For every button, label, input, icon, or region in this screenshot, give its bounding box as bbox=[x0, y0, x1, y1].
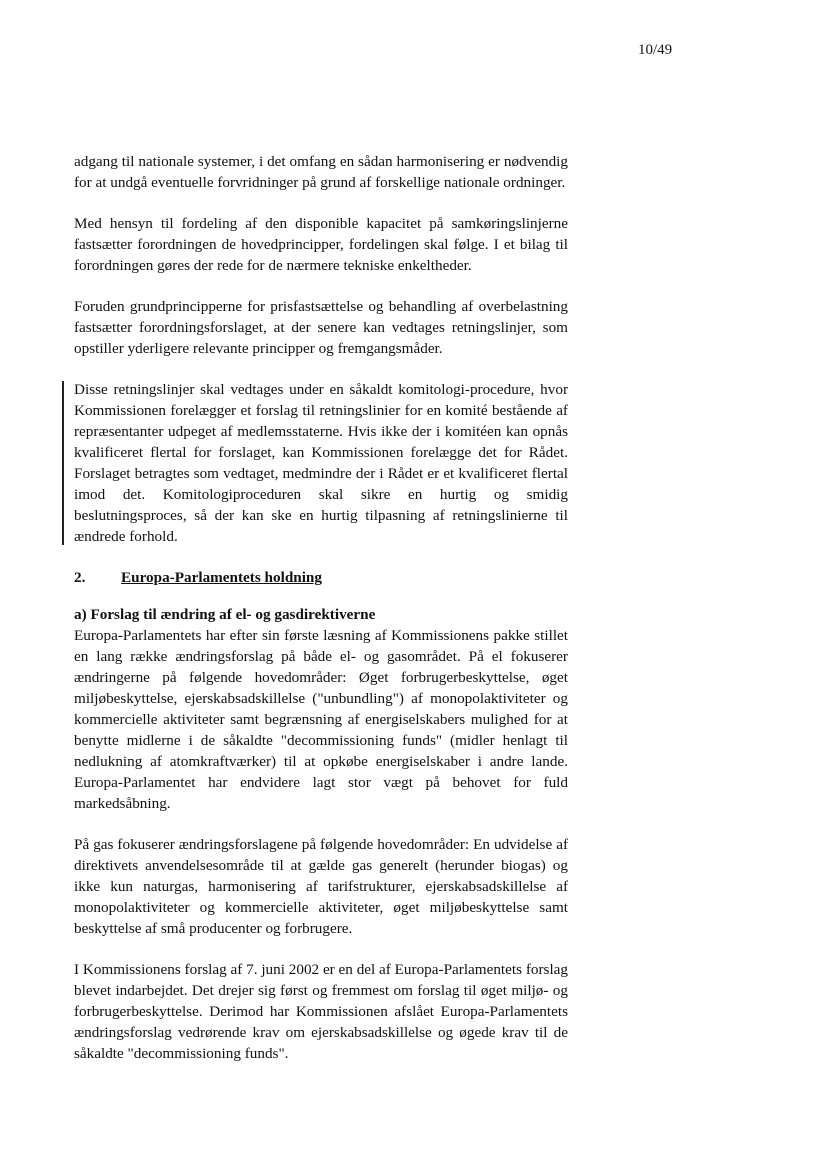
revision-bar bbox=[62, 381, 64, 545]
paragraph-comitology-text: Disse retningslinjer skal vedtages under en såkaldt komitologi-procedure, hvor Kommissionen forelægger et forslag til retningslinier for en komité bestående af repræsentanter udpeget af medlemsstaterne. Hvis ikke der i komitéen kan opnås kvalificeret flertal for forslaget, kan Kommissionen forelægge det for Rådet. Forslaget betragtes som vedtaget, medmindre der i Rådet er et kvalificeret flertal imod det. Komitologiproceduren skal sikre en hurtig og smidig beslutningsproces, så der kan ske en hurtig tilpasning af retningslinierne til ændrede forhold. bbox=[74, 381, 568, 545]
paragraph-el-amendments: Europa-Parlamentets har efter sin første læsning af Kommissionens pakke stillet en lang række ændringsforslag på både el- og gasområdet. På el fokuserer ændringerne på følgende hovedområder: Øget forbrugerbeskyttelse, øget miljøbeskyttelse, ejerskabsadskillelse ("unbundling") af monopolaktiviteter og kommercielle aktiviteter samt begrænsning af energiselskabers mulighed for at benytte midlerne i de såkaldte "decommissioning funds" (midler henlagt til nedlukning af atomkraftværker) til at opkøbe energiselskaber i andre lande. Europa-Parlamentet har endvidere lagt stor vægt på behovet for fuld markedsåbning. bbox=[74, 627, 568, 812]
document-body bbox=[74, 151, 568, 1084]
paragraph-harmonisation: adgang til nationale systemer, i det omfang en sådan harmonisering er nødvendig for at undgå eventuelle forvridninger på grund af forskellige nationale ordninger. bbox=[74, 153, 568, 191]
page-number: 10/49 bbox=[638, 42, 673, 58]
paragraph-comitology bbox=[74, 379, 568, 547]
paragraph-commission-proposal: I Kommissionens forslag af 7. juni 2002 er en del af Europa-Parlamentets forslag blevet indarbejdet. Det drejer sig først og fremmest om forslag til øget miljø- og forbrugerbeskyttelse. Derimod har Kommissionen afslået Europa-Parlamentets ændringsforslag vedrørende krav om ejerskabsadskillelse og øgede krav til de såkaldte "decommissioning funds". bbox=[74, 961, 568, 1062]
paragraph-capacity: Med hensyn til fordeling af den disponible kapacitet på samkøringslinjerne fastsætter forordningen de hovedprincipper, fordelingen skal følge. I et bilag til forordningen gøres der rede for de nærmere tekniske enkeltheder. bbox=[74, 215, 568, 274]
paragraph-gas-amendments: På gas fokuserer ændringsforslagene på følgende hovedområder: En udvidelse af direktivets anvendelsesområde til at gælde gas generelt (herunder biogas) og ikke kun naturgas, harmonisering af tarifstrukturer, ejerskabsadskillelse af monopolaktiviteter og kommercielle aktiviteter, øget miljøbeskyttelse samt beskyttelse af små producenter og forbrugere. bbox=[74, 836, 568, 937]
section-title: Europa-Parlamentets holdning bbox=[121, 569, 322, 586]
section-number: 2. bbox=[74, 569, 86, 586]
section-heading bbox=[74, 567, 568, 588]
subsection-heading: a) Forslag til ændring af el- og gasdirektiverne bbox=[74, 606, 376, 623]
paragraph-guidelines: Foruden grundprincipperne for prisfastsættelse og behandling af overbelastning fastsætter forordningsforslaget, at der senere kan vedtages retningslinjer, som opstiller yderligere relevante principper og fremgangsmåder. bbox=[74, 298, 568, 357]
